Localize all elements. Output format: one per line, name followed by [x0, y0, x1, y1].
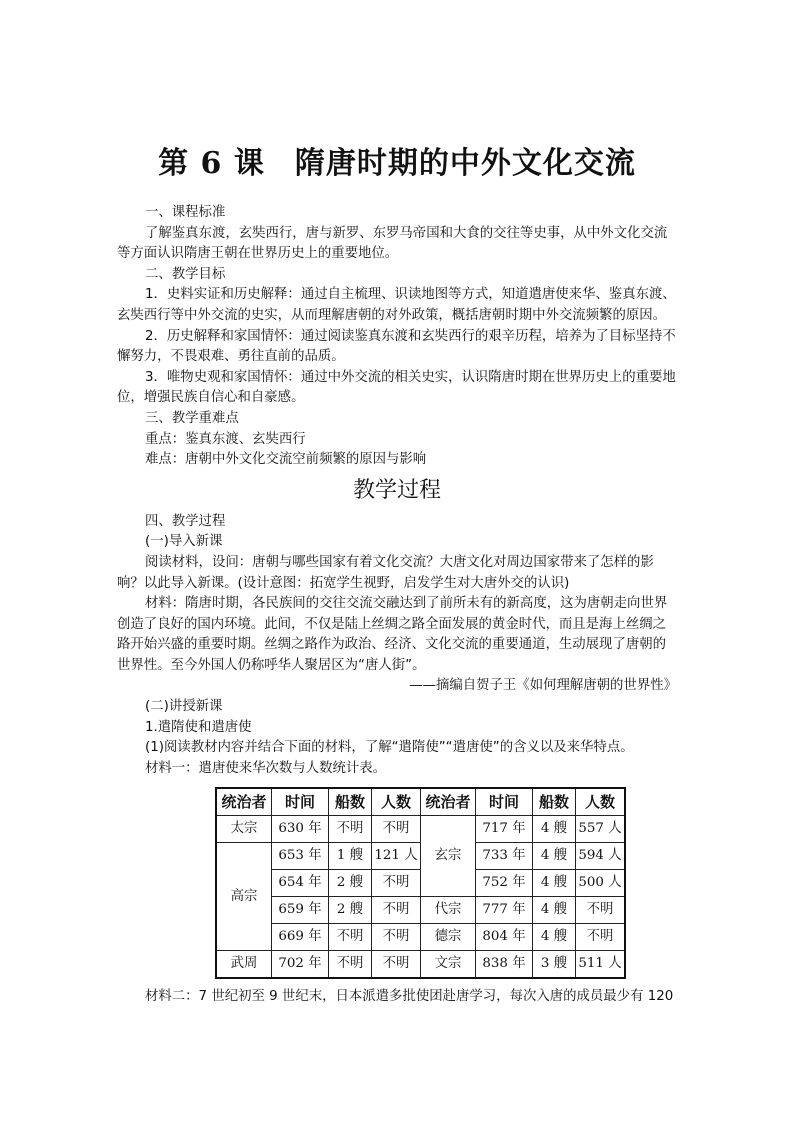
lecture-heading: (二)讲授新课 [145, 699, 223, 715]
table-cell-ruler: 代宗 [421, 897, 476, 924]
goal-item: 3．唯物史观和家国情怀：通过中外交流的相关史实，认识隋唐时期在世界历史上的重要地位，增强民族自信心和自豪感。 [117, 369, 676, 406]
table-cell-ships: 2 艘 [329, 897, 372, 924]
table-cell-people: 不明 [576, 897, 626, 924]
table-header: 统治者 [421, 788, 476, 816]
table-header: 统治者 [216, 788, 272, 816]
envoy-stats-table [215, 787, 626, 979]
keypoints-difficulty: 难点：唐朝中外文化交流空前频繁的原因与影响 [145, 452, 427, 468]
table-cell-time: 717 年 [476, 816, 533, 843]
table-cell-ships: 不明 [329, 924, 372, 951]
table-header: 船数 [329, 788, 372, 816]
table-header: 人数 [372, 788, 421, 816]
goal-item: 2．历史解释和家国情怀：通过阅读鉴真东渡和玄奘西行的艰辛历程，培养为了目标坚持不懈努力，不畏艰难、勇往直前的品质。 [117, 328, 676, 365]
task-text: (1)阅读教材内容并结合下面的材料，了解“遣隋使”“遣唐使”的含义以及来华特点。 [145, 740, 634, 756]
table-cell-time: 669 年 [272, 924, 329, 951]
table-cell-people: 511 人 [576, 951, 626, 979]
table-cell-ships: 4 艘 [533, 870, 576, 897]
table-cell-time: 630 年 [272, 816, 329, 843]
table-cell-people: 不明 [372, 870, 421, 897]
lesson-title [0, 138, 794, 182]
table-cell-ships: 4 艘 [533, 924, 576, 951]
table-cell-ships: 4 艘 [533, 843, 576, 870]
table-header: 时间 [476, 788, 533, 816]
table-cell-time: 659 年 [272, 897, 329, 924]
curriculum-text: 了解鉴真东渡，玄奘西行，唐与新罗、东罗马帝国和大食的交往等史事，从中外文化交流等方面认识隋唐王朝在世界历史上的重要地位。 [117, 225, 668, 262]
keypoints-heading: 三、教学重难点 [145, 410, 239, 426]
table-cell-ruler: 德宗 [421, 924, 476, 951]
table-cell-ruler: 玄宗 [421, 816, 476, 897]
table-cell-time: 752 年 [476, 870, 533, 897]
table-cell-ships: 不明 [329, 816, 372, 843]
table-cell-ships: 不明 [329, 951, 372, 979]
curriculum-heading: 一、课程标准 [145, 205, 226, 220]
table-header: 船数 [533, 788, 576, 816]
table-cell-ships: 2 艘 [329, 870, 372, 897]
keypoints-focus: 重点：鉴真东渡、玄奘西行 [145, 431, 306, 447]
table-cell-people: 不明 [372, 897, 421, 924]
table-cell-people: 不明 [372, 816, 421, 843]
table-cell-people: 不明 [372, 951, 421, 979]
table-cell-time: 838 年 [476, 951, 533, 979]
table-row [216, 951, 625, 979]
table-cell-people: 121 人 [372, 843, 421, 870]
table-cell-ships: 3 艘 [533, 951, 576, 979]
table-cell-ships: 4 艘 [533, 897, 576, 924]
table-cell-ruler: 太宗 [216, 816, 272, 843]
sub-heading: 1.遣隋使和遣唐使 [145, 719, 252, 735]
intro-heading: (一)导入新课 [145, 534, 223, 550]
table-cell-people: 不明 [372, 924, 421, 951]
table-row [216, 897, 625, 924]
table-row [216, 816, 625, 843]
document-body [117, 203, 677, 1008]
table-cell-ships: 4 艘 [533, 816, 576, 843]
table-cell-time: 777 年 [476, 897, 533, 924]
material-source: ——摘编自贺子王《如何理解唐朝的世界性》 [409, 678, 677, 694]
lesson-number: 第 6 课 [158, 146, 265, 181]
table-cell-people: 557 人 [576, 816, 626, 843]
table-cell-people: 594 人 [576, 843, 626, 870]
table-cell-time: 653 年 [272, 843, 329, 870]
table-cell-ships: 1 艘 [329, 843, 372, 870]
table-header: 人数 [576, 788, 626, 816]
table-header-row [216, 788, 625, 816]
table-cell-time: 702 年 [272, 951, 329, 979]
process-title: 教学过程 [352, 477, 441, 503]
intro-text: 阅读材料，设问：唐朝与哪些国家有着文化交流？大唐文化对周边国家带来了怎样的影响？以此导入新课。(设计意图：拓宽学生视野，启发学生对大唐外交的认识) [117, 554, 654, 591]
table-cell-ruler: 武周 [216, 951, 272, 979]
goal-item: 1．史料实证和历史解释：通过自主梳理、识读地图等方式，知道遣唐使来华、鉴真东渡、玄奘西行等中外交流的史实，从而理解唐朝的对外政策，概括唐朝时期中外交流频繁的原因。 [117, 287, 676, 323]
table-cell-time: 654 年 [272, 870, 329, 897]
table-cell-people: 不明 [576, 924, 626, 951]
material2-text: 材料二：7 世纪初至 9 世纪末，日本派遣多批使团赴唐学习，每次入唐的成员最少有 120 [145, 989, 674, 1005]
table-cell-ruler: 文宗 [421, 951, 476, 979]
material1-label: 材料一：遣唐使来华次数与人数统计表。 [145, 760, 387, 776]
lesson-name: 隋唐时期的中外文化交流 [294, 146, 636, 181]
table-cell-ruler: 高宗 [216, 843, 272, 951]
goals-heading: 二、教学目标 [145, 266, 226, 282]
table-row [216, 924, 625, 951]
table-cell-time: 804 年 [476, 924, 533, 951]
material-text: 材料：隋唐时期，各民族间的交往交流交融达到了前所未有的新高度，这为唐朝走向世界创造了良好的国内环境。此间，不仅是陆上丝绸之路全面发展的黄金时代，而且是海上丝绸之路开始兴盛的重要时期。丝绸之路作为政治、经济、文化交流的重要通道，生动展现了唐朝的世界性。至今外国人仍称呼华人聚居区为“唐人街”。 [117, 596, 668, 673]
process-heading: 四、教学过程 [145, 513, 226, 529]
table-cell-people: 500 人 [576, 870, 626, 897]
table-header: 时间 [272, 788, 329, 816]
table-cell-time: 733 年 [476, 843, 533, 870]
